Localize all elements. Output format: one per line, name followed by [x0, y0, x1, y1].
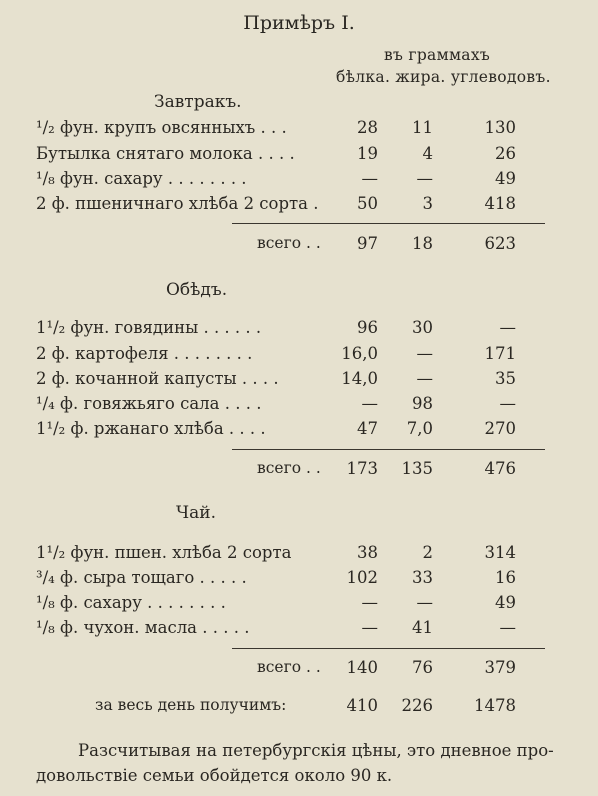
carb-value: 49	[495, 593, 516, 612]
fat-value: 98	[412, 394, 433, 413]
carb-value: —	[499, 394, 516, 413]
protein-value: —	[361, 394, 378, 413]
table-row	[0, 318, 598, 342]
protein-value: 38	[357, 543, 378, 562]
fat-value: 33	[412, 568, 433, 587]
carb-value: 26	[495, 144, 516, 163]
table-row	[0, 169, 598, 193]
protein-value: —	[361, 618, 378, 637]
row-label: ¹/₈ фун. сахару . . . . . . . .	[36, 169, 247, 188]
fat-value: 11	[412, 118, 433, 137]
protein-value: 96	[357, 318, 378, 337]
protein-total: 140	[346, 658, 378, 677]
row-label: 2 ф. кочанной капусты . . . .	[36, 369, 279, 388]
carb-value: 35	[495, 369, 516, 388]
row-label: Бутылка снятаго молока . . . .	[36, 144, 295, 163]
protein-value: —	[361, 169, 378, 188]
paragraph-line-2: довольствіе семьи обойдется около 90 к.	[36, 766, 393, 785]
columns-header: бѣлка. жира. углеводовъ.	[336, 68, 551, 86]
protein-value: 28	[357, 118, 378, 137]
section-title-breakfast: Завтракъ.	[154, 92, 242, 112]
carb-total: 623	[484, 234, 516, 253]
table-row	[0, 419, 598, 443]
protein-value: 19	[357, 144, 378, 163]
table-row	[0, 618, 598, 642]
carb-value: 16	[495, 568, 516, 587]
table-row	[0, 568, 598, 592]
fat-value: —	[416, 593, 433, 612]
carb-value: 171	[484, 344, 516, 363]
protein-value: 50	[357, 194, 378, 213]
carb-value: —	[499, 318, 516, 337]
carb-total: 379	[484, 658, 516, 677]
carb-value: 130	[484, 118, 516, 137]
section-title-lunch: Обѣдъ.	[166, 280, 228, 300]
page-title: Примѣръ I.	[243, 12, 355, 34]
fat-total: 18	[412, 234, 433, 253]
carb-value: 49	[495, 169, 516, 188]
row-label: 1¹/₂ фун. говядины . . . . . .	[36, 318, 262, 337]
fat-value: 41	[412, 618, 433, 637]
row-label: ¹/₂ фун. крупъ овсянныхъ . . .	[36, 118, 287, 137]
table-row	[0, 369, 598, 393]
grand-total-label: за весь день получимъ:	[95, 696, 287, 714]
fat-value: —	[416, 369, 433, 388]
protein-total: 173	[346, 459, 378, 478]
carb-value: 314	[484, 543, 516, 562]
protein-value: 16,0	[341, 344, 378, 363]
protein-value: 102	[346, 568, 378, 587]
row-label: ¹/₈ ф. чухон. масла . . . . .	[36, 618, 250, 637]
protein-total: 97	[357, 234, 378, 253]
fat-value: 3	[422, 194, 433, 213]
grand-total	[0, 696, 598, 720]
fat-total: 76	[412, 658, 433, 677]
section-title-tea: Чай.	[176, 503, 217, 523]
table-row	[0, 394, 598, 418]
fat-value: 4	[422, 144, 433, 163]
fat-total: 135	[401, 459, 433, 478]
section-total	[0, 459, 598, 483]
table-row	[0, 543, 598, 567]
total-label: всего . .	[257, 658, 321, 676]
protein-value: —	[361, 593, 378, 612]
row-label: 1¹/₂ фун. пшен. хлѣба 2 сорта	[36, 543, 292, 562]
carb-total: 476	[484, 459, 516, 478]
fat-value: —	[416, 344, 433, 363]
table-row	[0, 194, 598, 218]
row-label: ³/₄ ф. сыра тощаго . . . . .	[36, 568, 247, 587]
table-row	[0, 344, 598, 368]
units-header: въ граммахъ	[384, 46, 491, 64]
protein-value: 14,0	[341, 369, 378, 388]
total-label: всего . .	[257, 234, 321, 252]
row-label: ¹/₈ ф. сахару . . . . . . . .	[36, 593, 226, 612]
fat-grand-total: 226	[401, 696, 433, 715]
fat-value: —	[416, 169, 433, 188]
section-total	[0, 658, 598, 682]
protein-value: 47	[357, 419, 378, 438]
divider	[232, 648, 545, 649]
row-label: ¹/₄ ф. говяжьяго сала . . . .	[36, 394, 262, 413]
divider	[232, 223, 545, 224]
section-total	[0, 234, 598, 258]
table-row	[0, 144, 598, 168]
carb-value: 270	[484, 419, 516, 438]
fat-value: 7,0	[406, 419, 433, 438]
row-label: 1¹/₂ ф. ржанаго хлѣба . . . .	[36, 419, 266, 438]
divider	[232, 449, 545, 450]
table-row	[0, 118, 598, 142]
total-label: всего . .	[257, 459, 321, 477]
carb-grand-total: 1478	[474, 696, 516, 715]
protein-grand-total: 410	[346, 696, 378, 715]
carb-value: —	[499, 618, 516, 637]
fat-value: 30	[412, 318, 433, 337]
paragraph-line-1: Разсчитывая на петербургскія цѣны, это дневное про-	[78, 741, 554, 760]
table-row	[0, 593, 598, 617]
fat-value: 2	[422, 543, 433, 562]
carb-value: 418	[484, 194, 516, 213]
row-label: 2 ф. картофеля . . . . . . . .	[36, 344, 253, 363]
row-label: 2 ф. пшеничнаго хлѣба 2 сорта .	[36, 194, 319, 213]
